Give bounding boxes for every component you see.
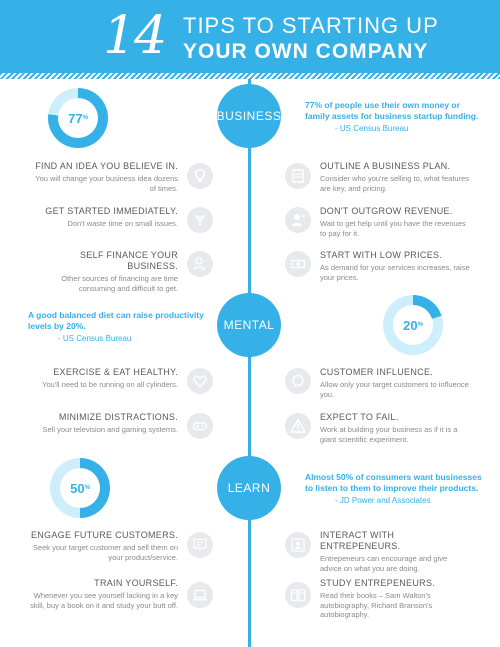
mental-hub — [217, 293, 281, 357]
tip-expect-fail — [320, 412, 470, 444]
business-percent-ring — [48, 88, 108, 148]
tip-title: EXERCISE & EAT HEALTHY. — [53, 367, 178, 377]
tip-engage-customers — [28, 530, 178, 562]
person-dollar-icon — [187, 251, 213, 277]
business-stat: 77% of people use their own money or family assets for business startup funding. — [305, 100, 479, 121]
business-percent-label: 77 % — [58, 98, 98, 138]
tip-title: INTERACT WITH ENTREPENEURS. — [320, 530, 401, 551]
tip-title: TRAIN YOURSELF. — [94, 578, 178, 588]
tip-minimize-distractions — [28, 412, 178, 435]
tip-body: Read their books – Sam Walton's autobiography, Richard Branson's autobiography. — [320, 591, 433, 619]
business-source: - US Census Bureau — [335, 124, 409, 133]
learn-percent-ring — [50, 458, 110, 518]
document-icon — [285, 163, 311, 189]
tip-body: As demand for your services increases, raise your prices. — [320, 263, 470, 282]
tip-exercise — [28, 367, 178, 390]
chat-icon — [285, 368, 311, 394]
tip-title: FIND AN IDEA YOU BELIEVE IN. — [35, 161, 178, 171]
tip-body: Don't waste time on small issues. — [67, 219, 178, 228]
header-number: 14 — [103, 6, 166, 66]
learn-hub-label: LEARN — [227, 481, 271, 495]
header-title-line2: YOUR OWN COMPANY — [183, 40, 429, 63]
header-title-line1: TIPS TO STARTING UP — [183, 13, 439, 38]
tip-body: Sell your television and gaming systems. — [42, 425, 178, 434]
tip-title: CUSTOMER INFLUENCE. — [320, 367, 434, 377]
tip-title: START WITH LOW PRICES. — [320, 250, 443, 260]
mental-source: - US Census Bureau — [58, 334, 132, 343]
tip-body: Consider who you're selling to, what features are key, and pricing. — [320, 174, 470, 193]
laptop-icon — [187, 582, 213, 608]
tip-body: Work at building your business as if it is a giant scientific experiment. — [320, 425, 458, 444]
tip-find-idea — [28, 161, 178, 193]
mental-hub-label: MENTAL — [223, 318, 275, 332]
add-user-icon — [285, 207, 311, 233]
mental-percent-label: 20 % — [393, 305, 433, 345]
lightbulb-icon — [187, 163, 213, 189]
tip-self-finance — [28, 250, 178, 293]
tip-title: EXPECT TO FAIL. — [320, 412, 399, 422]
header-banner — [0, 0, 500, 73]
mental-stat: A good balanced diet can raise productivity levels by 20%. — [28, 310, 204, 331]
tip-low-prices — [320, 250, 470, 282]
tip-get-started — [28, 206, 178, 229]
heart-icon — [187, 368, 213, 394]
tip-body: Seek your target customer and sell them on your product/service. — [32, 543, 178, 562]
business-hub — [217, 84, 281, 148]
tip-title: STUDY ENTREPENEURS. — [320, 578, 436, 588]
tip-dont-outgrow — [320, 206, 470, 238]
tip-title: DON'T OUTGROW REVENUE. — [320, 206, 453, 216]
timeline-line — [248, 79, 251, 647]
learn-source: - JD Power and Associates — [335, 496, 431, 505]
tip-body: Wait to get help until you have the revenues to pay for it. — [320, 219, 466, 238]
contact-card-icon — [285, 532, 311, 558]
book-icon — [285, 582, 311, 608]
tip-title: OUTLINE A BUSINESS PLAN. — [320, 161, 451, 171]
presentation-icon — [187, 532, 213, 558]
tip-title: GET STARTED IMMEDIATELY. — [45, 206, 178, 216]
warning-icon — [285, 413, 311, 439]
mental-percent-ring — [383, 295, 443, 355]
business-hub-label: BUSINESS — [216, 109, 282, 123]
learn-hub — [217, 456, 281, 520]
tip-body: You'll need to be running on all cylinders. — [42, 380, 178, 389]
tip-body: Allow only your target customers to influence you. — [320, 380, 469, 399]
tip-body: You will change your business idea dozens of times. — [35, 174, 178, 193]
tip-customer-influence — [320, 367, 470, 399]
gamepad-icon — [187, 413, 213, 439]
tip-study-entrepreneurs — [320, 578, 470, 620]
learn-percent-label: 50 % — [60, 468, 100, 508]
tip-train-yourself — [28, 578, 178, 610]
tip-body: Whenever you see yourself lacking in a key skill, buy a book on it and study your butt off. — [30, 591, 178, 610]
tip-title: SELF FINANCE YOUR BUSINESS. — [80, 250, 178, 271]
tip-outline-plan — [320, 161, 470, 193]
learn-stat: Almost 50% of consumers want businesses to listen to them to improve their products. — [305, 472, 482, 493]
tip-title: ENGAGE FUTURE CUSTOMERS. — [30, 530, 178, 540]
plant-icon — [187, 207, 213, 233]
tip-body: Entrepeneurs can encourage and give advice on what you are doing. — [320, 554, 448, 573]
tip-body: Other sources of financing are time consuming and difficult to get. — [61, 274, 178, 293]
tip-interact-entrepreneurs — [320, 530, 470, 573]
money-icon — [285, 251, 311, 277]
tip-title: MINIMIZE DISTRACTIONS. — [58, 412, 178, 422]
